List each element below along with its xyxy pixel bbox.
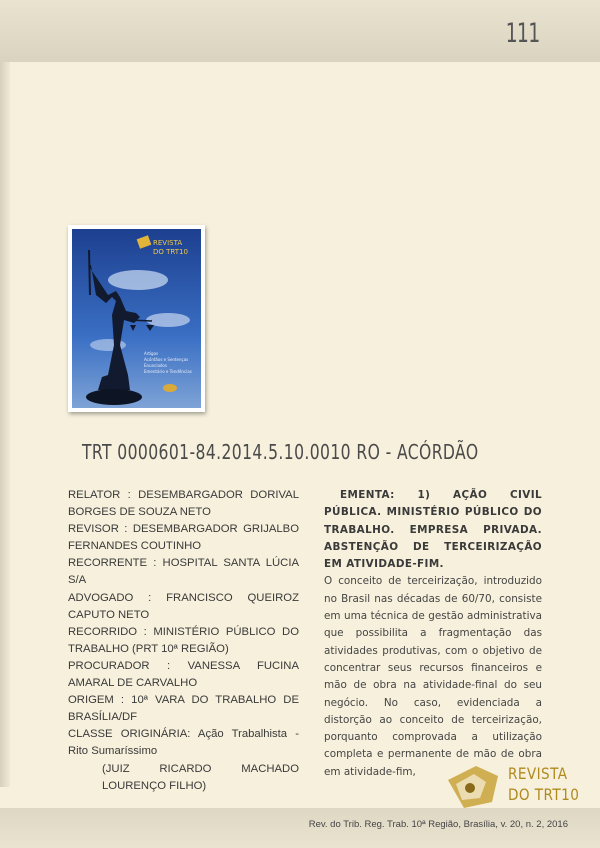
recorrido-row: RECORRIDO : MINISTÉRIO PÚBLICO DO TRABALHO (PRT 10ª REGIÃO) [68, 625, 299, 655]
origem-row: ORIGEM : 10ª VARA DO TRABALHO DE BRASÍLIA/DF [68, 694, 299, 724]
parties-column [68, 487, 299, 795]
relator-row: RELATOR : DESEMBARGADOR DORIVAL BORGES DE SOUZA NETO [68, 489, 299, 519]
ementa-body: O conceito de terceirização, introduzido no Brasil nas décadas de 60/70, consiste em uma técnica de gestão administrativa que possibilita a fragmentação das atividades produtivas, com o objetivo de concentrar seus recursos financeiros e mão de obra na atividade-final do seu negócio. No caso, evidenciada a distorção ao conceito de terceirização, porquanto comprovada a utilização completa e permanente de mão de obra em atividade-fim, [324, 575, 542, 778]
judge-note: (JUIZ RICARDO MACHADO LOURENÇO FILHO) [102, 762, 299, 792]
logo-line1: REVISTA [508, 764, 568, 783]
ementa-column [324, 487, 542, 781]
page-edge [0, 62, 10, 787]
svg-text:DO TRT10: DO TRT10 [153, 248, 188, 256]
advogado-row: ADVOGADO : FRANCISCO QUEIROZ CAPUTO NETO [68, 591, 299, 621]
logo-line2: DO TRT10 [508, 785, 580, 804]
classe-row: CLASSE ORIGINÁRIA: Ação Trabalhista - Rito Sumaríssimo [68, 728, 299, 758]
svg-text:Enunciados: Enunciados [144, 363, 167, 368]
svg-text:Acórdãos e Sentenças: Acórdãos e Sentenças [144, 357, 189, 362]
procurador-row: PROCURADOR : VANESSA FUCINA AMARAL DE CARVALHO [68, 659, 299, 690]
footer-citation: Rev. do Trib. Reg. Trab. 10ª Região, Brasília, v. 20, n. 2, 2016 [308, 819, 568, 830]
case-title: TRT 0000601-84.2014.5.10.0010 RO - ACÓRDÃO [82, 440, 479, 464]
revisor-row: REVISOR : DESEMBARGADOR GRIJALBO FERNANDES COUTINHO [68, 523, 299, 553]
recorrente-row: RECORRENTE : HOSPITAL SANTA LÚCIA S/A [68, 557, 299, 587]
svg-text:REVISTA: REVISTA [153, 239, 183, 247]
ementa-heading: EMENTA: 1) AÇÃO CIVIL PÚBLICA. MINISTÉRIO PÚBLICO DO TRABALHO. EMPRESA PRIVADA. ABSTENÇÃO DE TERCEIRIZAÇÃO EM ATIVIDADE-FIM. [324, 489, 542, 571]
journal-cover-image [68, 225, 205, 412]
svg-text:Artigos: Artigos [144, 351, 159, 356]
svg-text:Ementário e Tendências: Ementário e Tendências [144, 369, 192, 374]
page-number: 111 [506, 18, 540, 49]
cover-art [68, 225, 205, 412]
